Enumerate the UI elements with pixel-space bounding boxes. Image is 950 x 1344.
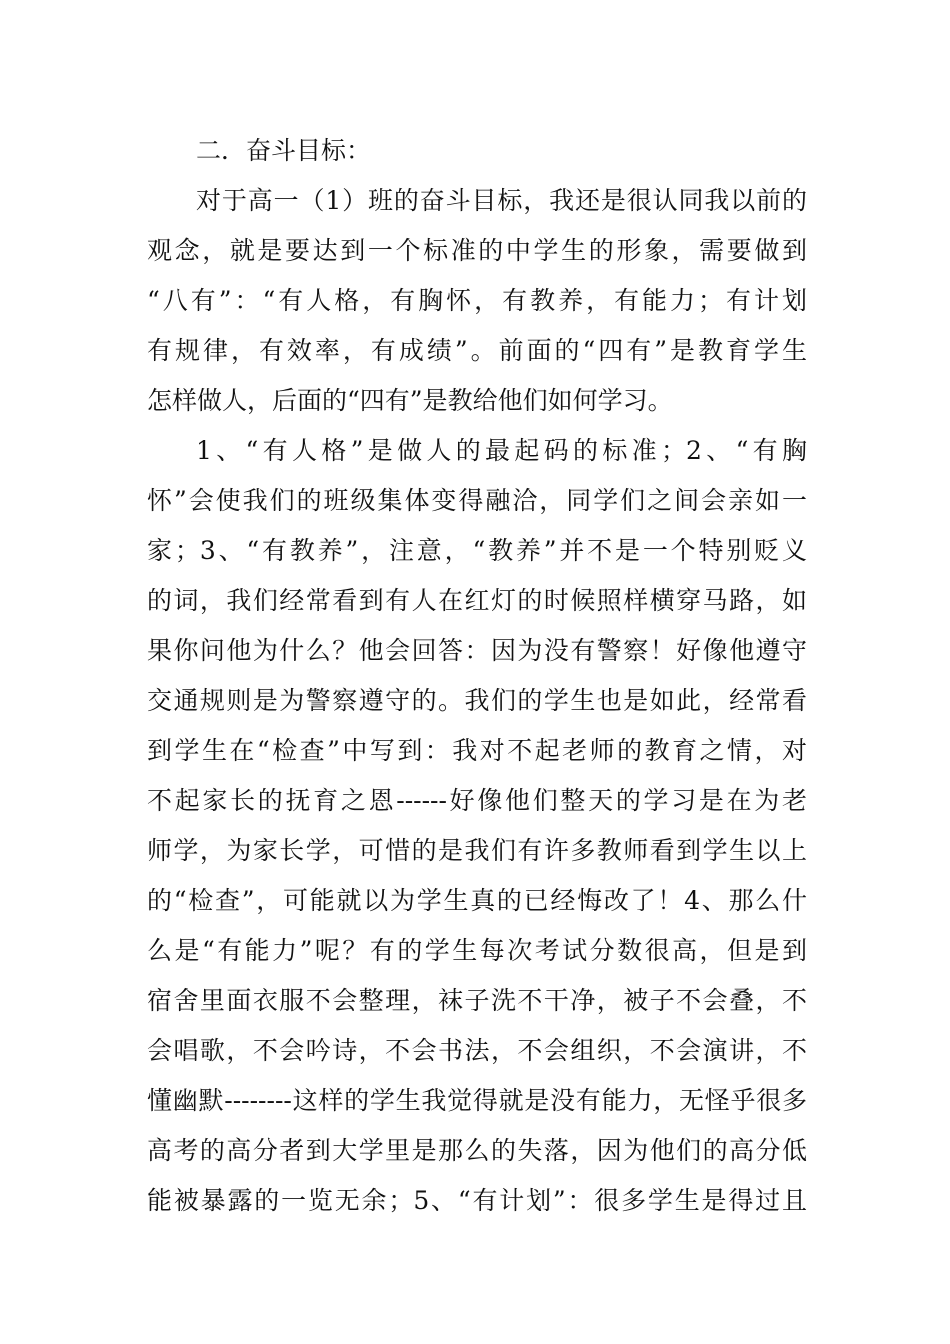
paragraph-line: 不起家长的抚育之恩------好像他们整天的学习是在为老 <box>147 786 807 815</box>
paragraph-line: 1、“有人格”是做人的最起码的标准；2、“有胸 <box>196 436 807 465</box>
paragraph-line: 高考的高分者到大学里是那么的失落，因为他们的高分低 <box>147 1136 807 1165</box>
paragraph-line: 师学，为家长学，可惜的是我们有许多教师看到学生以上 <box>147 836 807 865</box>
paragraph-line: 交通规则是为警察遵守的。我们的学生也是如此，经常看 <box>147 686 807 715</box>
paragraph-line: 家；3、“有教养”，注意，“教养”并不是一个特别贬义 <box>147 536 807 565</box>
paragraph-line: 果你问他为什么？他会回答：因为没有警察！好像他遵守 <box>147 636 807 665</box>
paragraph-line: 宿舍里面衣服不会整理，袜子洗不干净，被子不会叠，不 <box>147 986 807 1015</box>
section-heading: 二．奋斗目标： <box>196 136 372 165</box>
paragraph-line: 的“检查”，可能就以为学生真的已经悔改了！4、那么什 <box>147 886 807 915</box>
paragraph-line: 观念，就是要达到一个标准的中学生的形象，需要做到 <box>147 236 807 265</box>
paragraph-line: “八有”：“有人格，有胸怀，有教养，有能力；有计划 <box>147 286 807 315</box>
paragraph-line: 么是“有能力”呢？有的学生每次考试分数很高，但是到 <box>147 936 807 965</box>
paragraph-line: 会唱歌，不会吟诗，不会书法，不会组织，不会演讲，不 <box>147 1036 807 1065</box>
paragraph-line: 的词，我们经常看到有人在红灯的时候照样横穿马路，如 <box>147 586 807 615</box>
paragraph-line: 到学生在“检查”中写到：我对不起老师的教育之情，对 <box>147 736 807 765</box>
paragraph-line: 能被暴露的一览无余；5、“有计划”：很多学生是得过且 <box>147 1186 807 1215</box>
paragraph-line: 对于高一（1）班的奋斗目标，我还是很认同我以前的 <box>196 186 807 215</box>
paragraph-line: 怀”会使我们的班级集体变得融洽，同学们之间会亲如一 <box>147 486 807 515</box>
paragraph-line: 有规律，有效率，有成绩”。前面的“四有”是教育学生 <box>147 336 807 365</box>
paragraph-line: 怎样做人，后面的“四有”是教给他们如何学习。 <box>147 386 673 415</box>
paragraph-line: 懂幽默--------这样的学生我觉得就是没有能力，无怪乎很多 <box>147 1086 807 1115</box>
